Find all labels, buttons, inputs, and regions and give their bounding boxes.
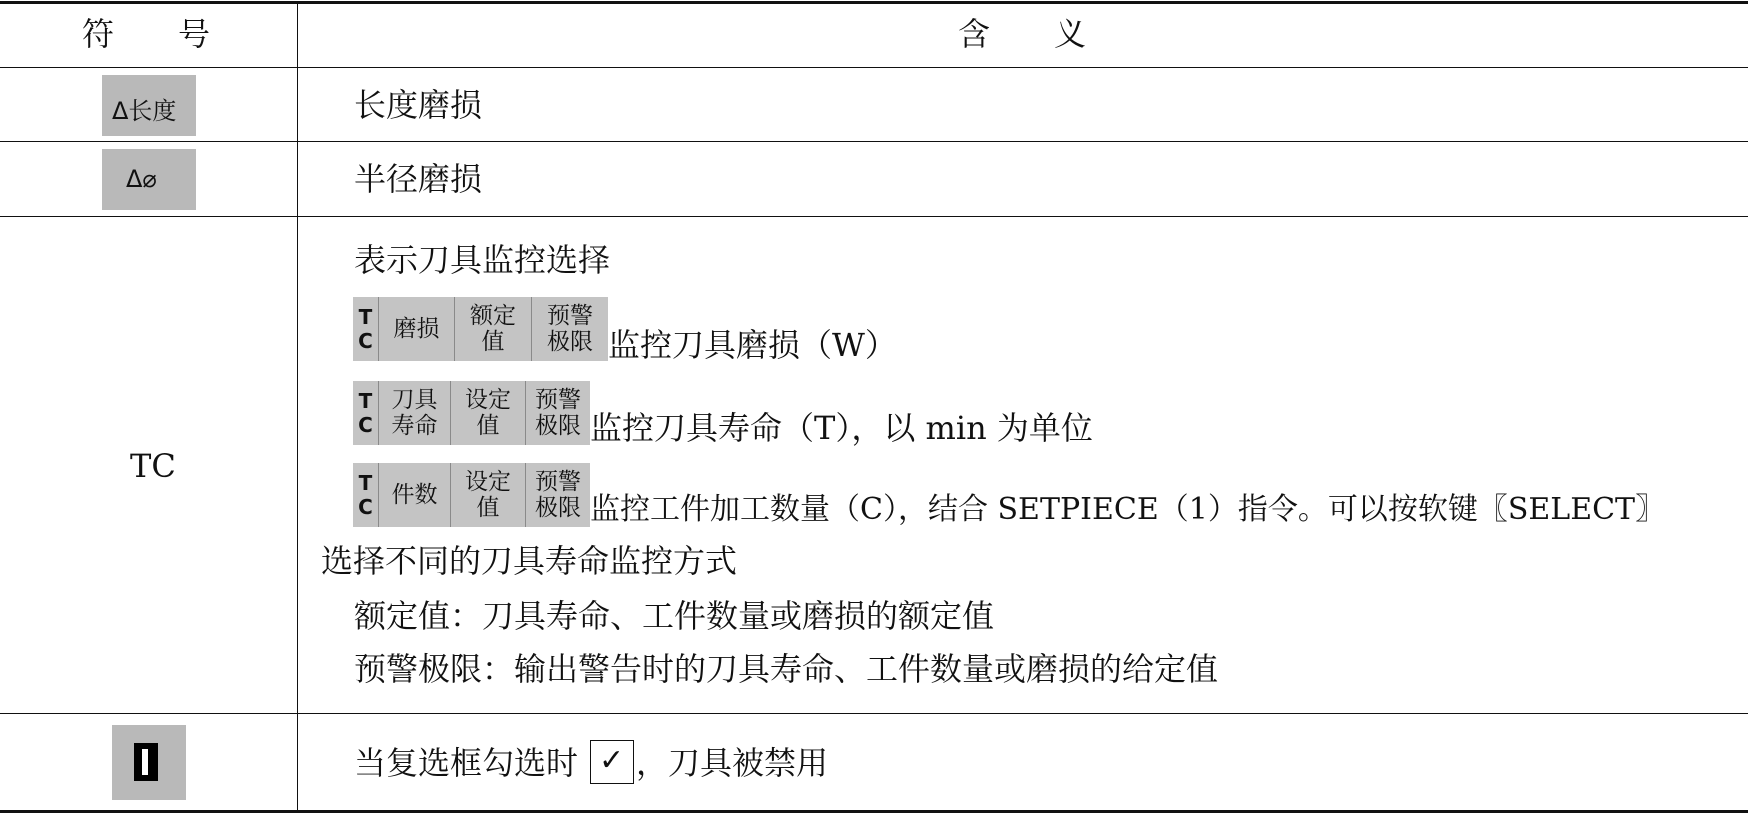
radius-wear-text: 半径磨损 (354, 160, 483, 198)
warning-limit-label: 预警 极限 (535, 469, 581, 521)
option-count-text: 监控工件加工数量（C），结合 SETPIECE（1）指令。可以按软键〖SELECT〗 (590, 492, 1666, 527)
delta-radius-button-icon: Δ⌀ (102, 149, 196, 210)
option-wear-text: 监控刀具磨损（W） (608, 326, 897, 364)
tc-label: T C (353, 381, 379, 445)
column-divider (297, 2, 298, 812)
option-count-continuation: 选择不同的刀具寿命监控方式 (321, 542, 738, 580)
length-wear-text: 长度磨损 (354, 86, 483, 124)
tc-symbol: TC (130, 447, 176, 485)
rated-value-definition: 额定值：刀具寿命、工件数量或磨损的额定值 (354, 597, 995, 635)
row-rule-1 (0, 141, 1748, 142)
row-rule-3 (0, 713, 1748, 714)
piece-count-label: 件数 (379, 463, 451, 527)
warning-limit-label: 预警 极限 (535, 387, 581, 439)
header-symbol: 符 号 (82, 15, 211, 53)
tc-label: T C (353, 463, 379, 527)
table-bottom-rule (0, 810, 1748, 813)
delta-length-button-icon: Δ长度 (102, 75, 196, 136)
tc-life-softkey-bar (353, 381, 590, 445)
tool-disabled-icon (112, 725, 186, 800)
option-life-text: 监控刀具寿命（T），以 min 为单位 (590, 409, 1093, 447)
rated-value-label: 额定 值 (455, 297, 532, 361)
header-meaning: 含 义 (958, 15, 1087, 53)
tool-life-label: 刀具 寿命 (379, 381, 451, 445)
tc-intro-text: 表示刀具监控选择 (354, 241, 611, 279)
checkbox-meaning-after: ，刀具被禁用 (636, 744, 829, 782)
checkbox-checked-icon: ✓ (590, 740, 634, 784)
warning-limit-label: 预警 极限 (547, 303, 593, 355)
tc-wear-softkey-bar (353, 297, 608, 361)
set-value-label: 设定 值 (451, 463, 526, 527)
checkbox-meaning-before: 当复选框勾选时 (354, 744, 579, 782)
tc-count-softkey-bar (353, 463, 590, 527)
tc-label: T C (353, 297, 379, 361)
table-top-rule (0, 1, 1748, 4)
set-value-label: 设定 值 (451, 381, 526, 445)
warning-limit-definition: 预警极限：输出警告时的刀具寿命、工件数量或磨损的给定值 (354, 650, 1219, 688)
row-rule-2 (0, 216, 1748, 217)
header-rule (0, 67, 1748, 68)
wear-label: 磨损 (379, 297, 455, 361)
